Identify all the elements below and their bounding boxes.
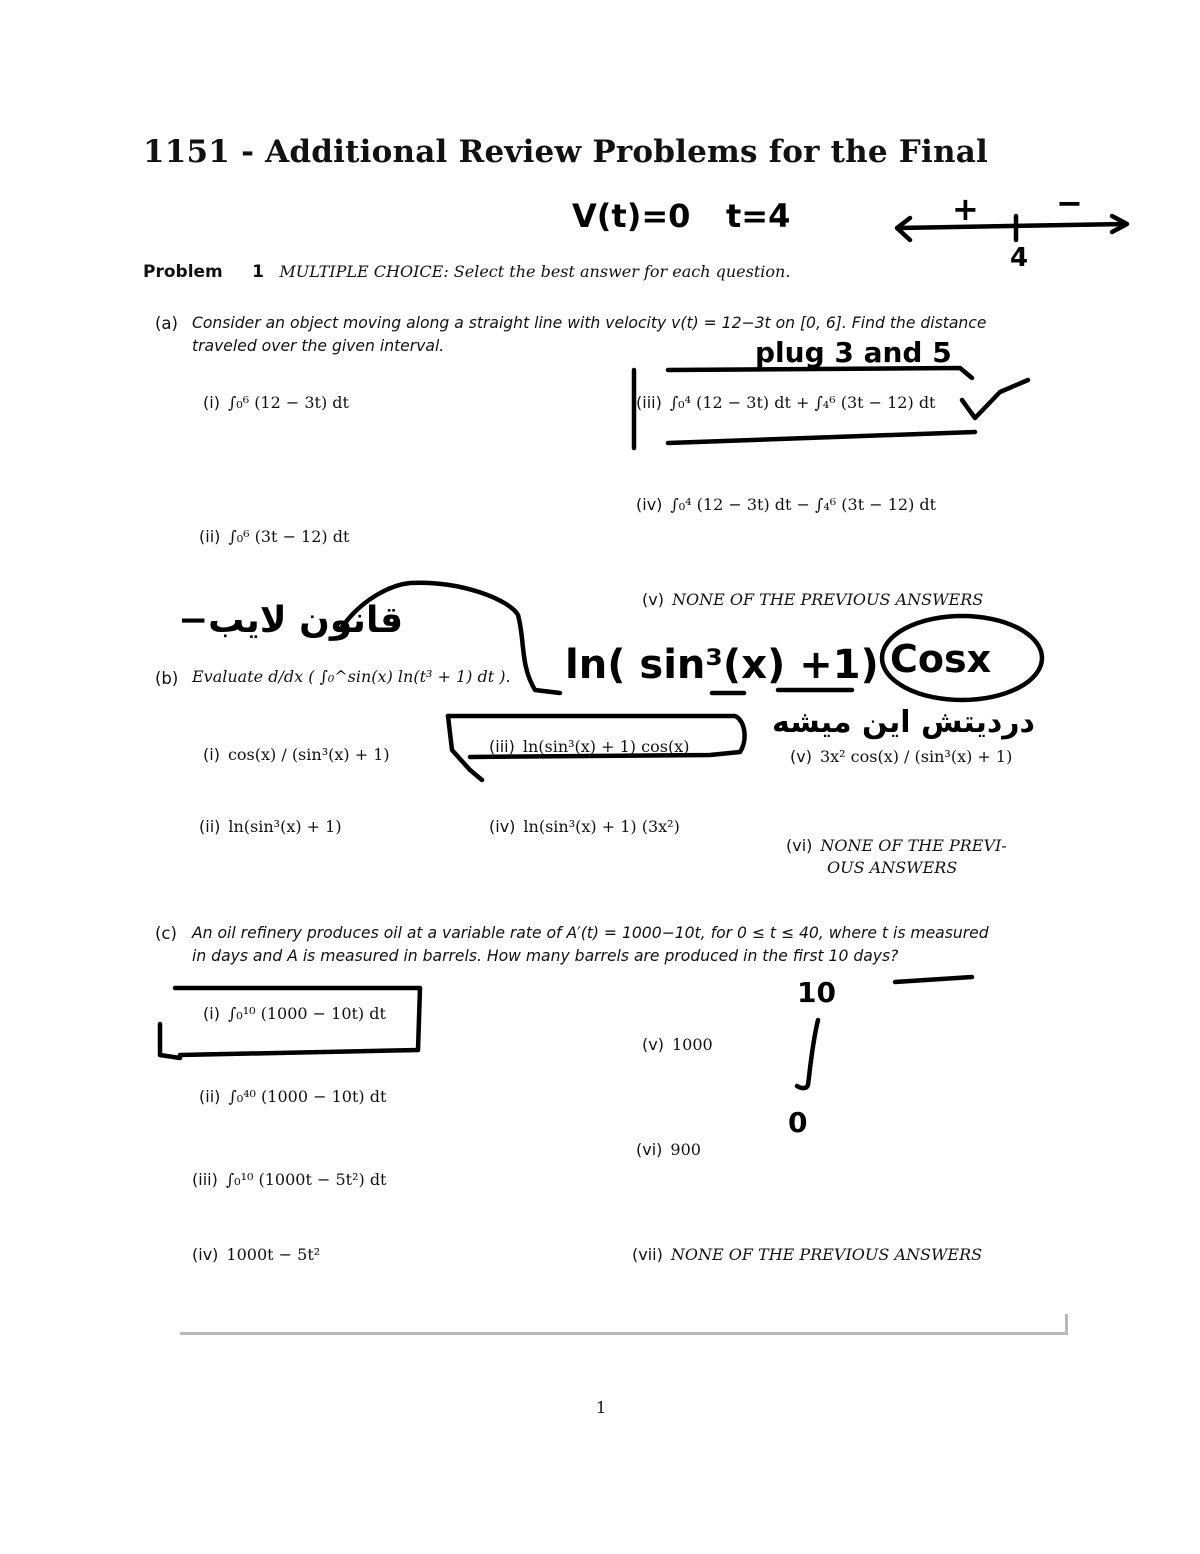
part-c-option-iii[interactable]: (iii) ∫₀¹⁰ (1000t − 5t²) dt [192,1170,387,1189]
part-a-question-line1: Consider an object moving along a straight line with velocity v(t) = 12−3t on [0, 6]. Find the distance [192,314,987,332]
hw-upper-limit: 10 [797,976,836,1009]
hw-v-zero: V(t)=0 [572,197,691,235]
part-c-option-i[interactable]: (i) ∫₀¹⁰ (1000 − 10t) dt [203,1004,386,1023]
part-c-option-vi[interactable]: (vi) 900 [636,1140,701,1159]
bottom-rule-tick [1065,1314,1068,1335]
hw-arabic-rule: −قانون لایب [178,600,404,641]
number-line-right-arrow [1112,216,1127,232]
part-a-option-v[interactable]: (v) NONE OF THE PREVIOUS ANSWERS [642,590,984,609]
part-c-option-iv[interactable]: (iv) 1000t − 5t² [192,1245,321,1264]
page-number: 1 [596,1398,607,1417]
problem-label: Problem [143,262,223,282]
hw-ln-expression: ln( sin³(x) +1) [565,642,879,688]
part-b-label: (b) [155,669,179,688]
hw-plug: plug 3 and 5 [755,336,952,369]
document-title: 1151 - Additional Review Problems for the Final [143,134,988,170]
cosx-oval [882,616,1042,700]
part-b-option-i[interactable]: (i) cos(x) / (sin³(x) + 1) [203,745,390,764]
part-b-option-iv[interactable]: (iv) ln(sin³(x) + 1) (3x²) [489,817,680,836]
hw-cos-x: Cosx [890,637,992,681]
part-c-box-left [160,1024,180,1058]
hw-axis-four: 4 [1010,243,1029,273]
dash-3 [895,977,972,982]
part-c-option-v[interactable]: (v) 1000 [642,1035,713,1054]
part-a-question-line2: traveled over the given interval. [192,337,445,355]
part-a-option-ii[interactable]: (ii) ∫₀⁶ (3t − 12) dt [199,527,350,546]
part-b-question: Evaluate d/dx ( ∫₀^sin(x) ln(t³ + 1) dt ). [192,667,511,686]
checkmark-icon [962,380,1028,418]
part-b-option-vi[interactable]: (vi) NONE OF THE PREVI- [786,836,1007,855]
hw-arabic-result: دردیتش این میشه [772,705,1035,740]
part-a-box-top [668,368,972,378]
part-a-box-bottom [668,432,975,443]
number-line [898,224,1126,228]
part-c-question-line1: An oil refinery produces oil at a variable rate of A′(t) = 1000−10t, for 0 ≤ t ≤ 40, where t is measured [192,924,989,942]
part-a-option-iii[interactable]: (iii) ∫₀⁴ (12 − 3t) dt + ∫₄⁶ (3t − 12) dt [636,393,936,412]
part-b-box-left [448,716,482,780]
hw-t-four: t=4 [726,197,791,235]
problem-instruction: MULTIPLE CHOICE: Select the best answer for each question. [279,262,791,281]
hw-sign-plus: + [952,190,979,228]
number-line-left-arrow [897,218,910,240]
part-c-question-line2: in days and A is measured in barrels. How many barrels are produced in the first 10 days? [192,947,899,965]
bottom-rule [180,1332,1068,1335]
part-c-option-ii[interactable]: (ii) ∫₀⁴⁰ (1000 − 10t) dt [199,1087,387,1106]
part-a-option-i[interactable]: (i) ∫₀⁶ (12 − 3t) dt [203,393,349,412]
hw-lower-limit: 0 [788,1106,808,1139]
part-a-label: (a) [155,314,178,333]
part-b-option-vi-line2: OUS ANSWERS [827,858,958,877]
problem-number: 1 [252,262,265,282]
hw-sign-minus: − [1056,184,1083,222]
part-a-option-iv[interactable]: (iv) ∫₀⁴ (12 − 3t) dt − ∫₄⁶ (3t − 12) dt [636,495,937,514]
part-c-option-vii[interactable]: (vii) NONE OF THE PREVIOUS ANSWERS [632,1245,983,1264]
part-b-option-iii[interactable]: (iii) ln(sin³(x) + 1) cos(x) [489,737,690,756]
part-b-option-v[interactable]: (v) 3x² cos(x) / (sin³(x) + 1) [790,747,1013,766]
problem-header [143,262,790,282]
part-b-option-ii[interactable]: (ii) ln(sin³(x) + 1) [199,817,342,836]
handwritten-integral [797,1020,818,1088]
part-c-label: (c) [155,924,177,943]
